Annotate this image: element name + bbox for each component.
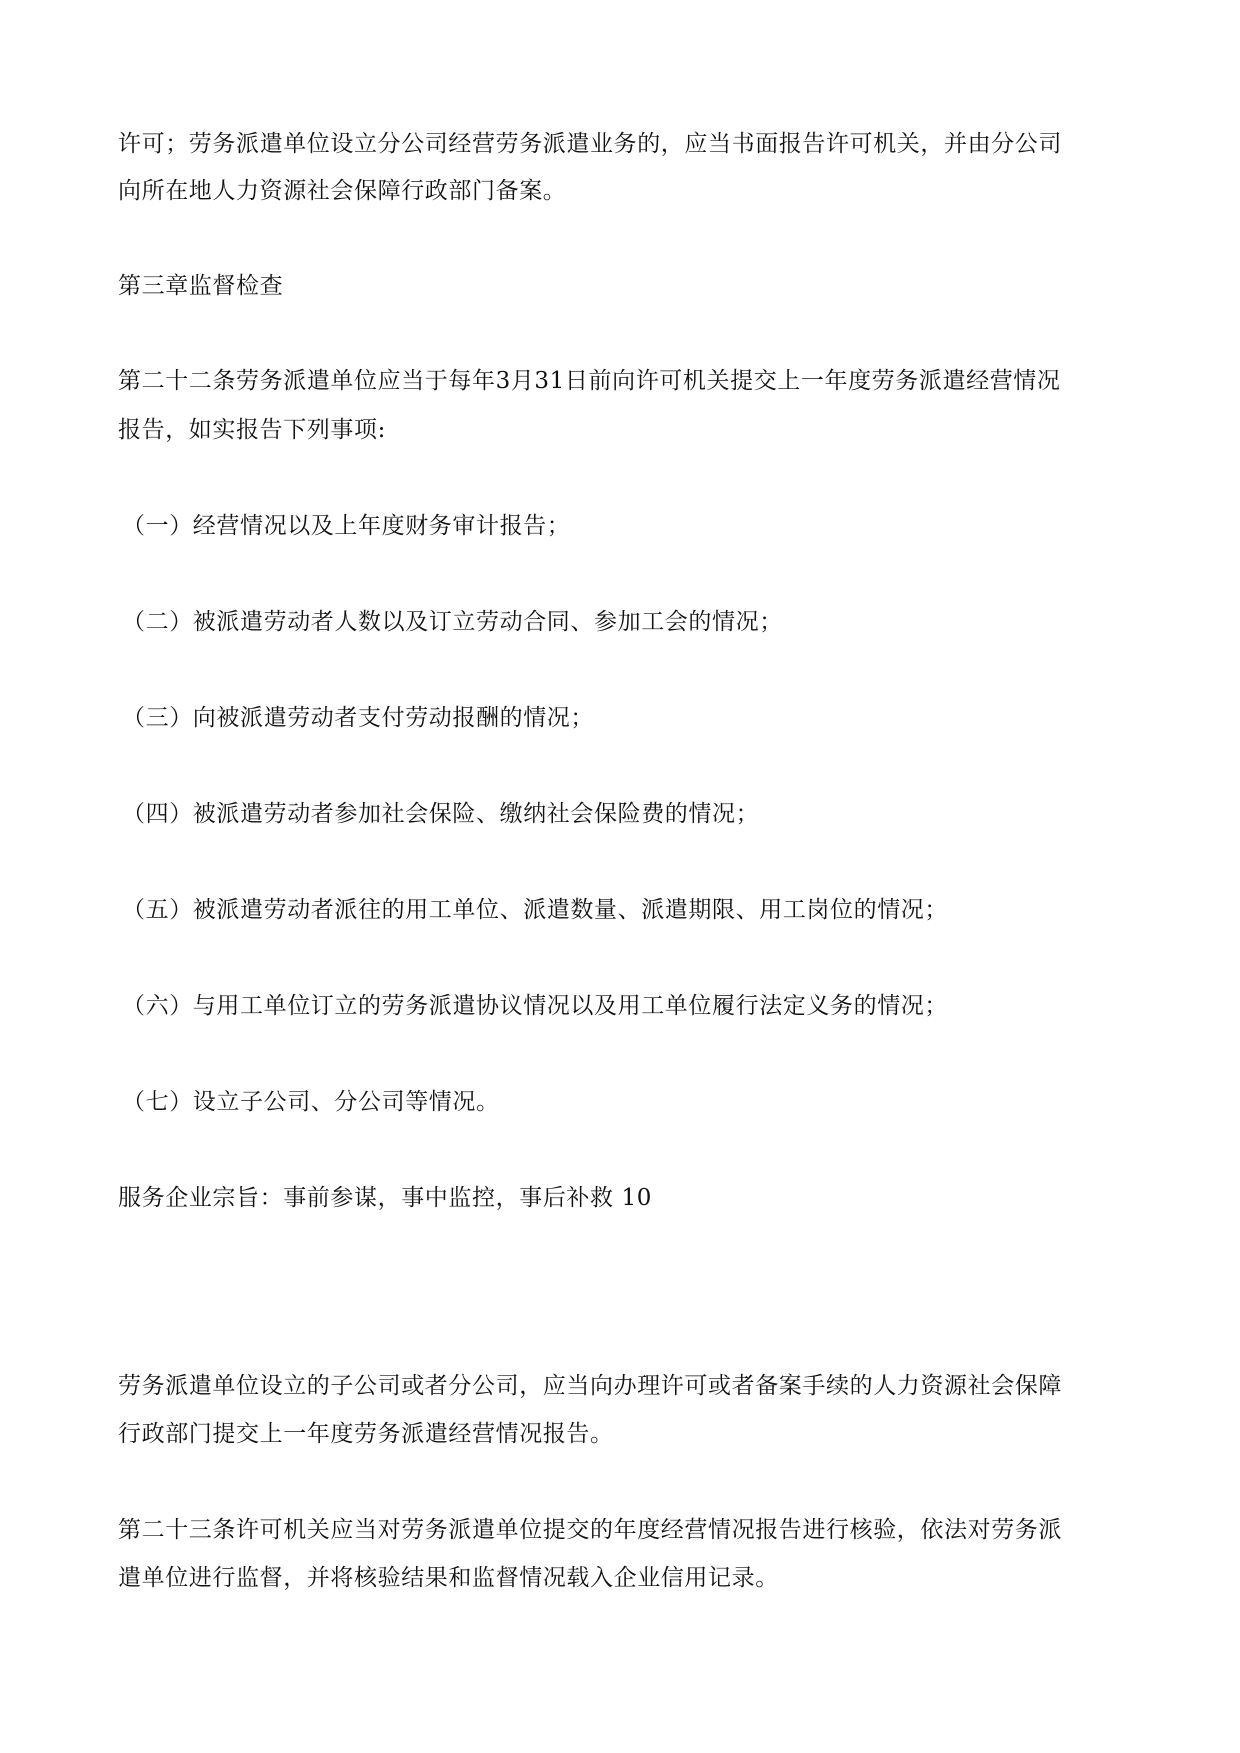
list-item-6: （六）与用工单位订立的劳务派遣协议情况以及用工单位履行法定义务的情况； (122, 993, 948, 1019)
article-23-line-1: 第二十三条许可机关应当对劳务派遣单位提交的年度经营情况报告进行核验，依法对劳务派 (118, 1517, 1062, 1543)
article-22-line-1: 第二十二条劳务派遣单位应当于每年3月31日前向许可机关提交上一年度劳务派遣经营情况 (118, 368, 1061, 394)
article-22-line-2: 报告，如实报告下列事项: (118, 417, 386, 443)
paragraph-subsidiary-line-1: 劳务派遣单位设立的子公司或者分公司，应当向办理许可或者备案手续的人力资源社会保障 (118, 1373, 1062, 1399)
list-item-5: （五）被派遣劳动者派往的用工单位、派遣数量、派遣期限、用工岗位的情况； (122, 897, 948, 923)
list-item-7: （七）设立子公司、分公司等情况。 (122, 1089, 500, 1115)
paragraph-line-1: 许可；劳务派遣单位设立分公司经营劳务派遣业务的，应当书面报告许可机关，并由分公司 (118, 131, 1062, 157)
list-item-4: （四）被派遣劳动者参加社会保险、缴纳社会保险费的情况； (122, 801, 760, 827)
chapter-heading: 第三章监督检查 (118, 273, 284, 299)
list-item-3: （三）向被派遣劳动者支付劳动报酬的情况； (122, 705, 594, 731)
list-item-2: （二）被派遣劳动者人数以及订立劳动合同、参加工会的情况； (122, 609, 783, 635)
list-item-1: （一）经营情况以及上年度财务审计报告； (122, 513, 571, 539)
article-23-line-2: 遣单位进行监督，并将核验结果和监督情况载入企业信用记录。 (118, 1565, 779, 1591)
footer-slogan: 服务企业宗旨：事前参谋，事中监控，事后补救 10 (118, 1185, 652, 1211)
paragraph-line-2: 向所在地人力资源社会保障行政部门备案。 (118, 178, 567, 204)
paragraph-subsidiary-line-2: 行政部门提交上一年度劳务派遣经营情况报告。 (118, 1421, 614, 1447)
